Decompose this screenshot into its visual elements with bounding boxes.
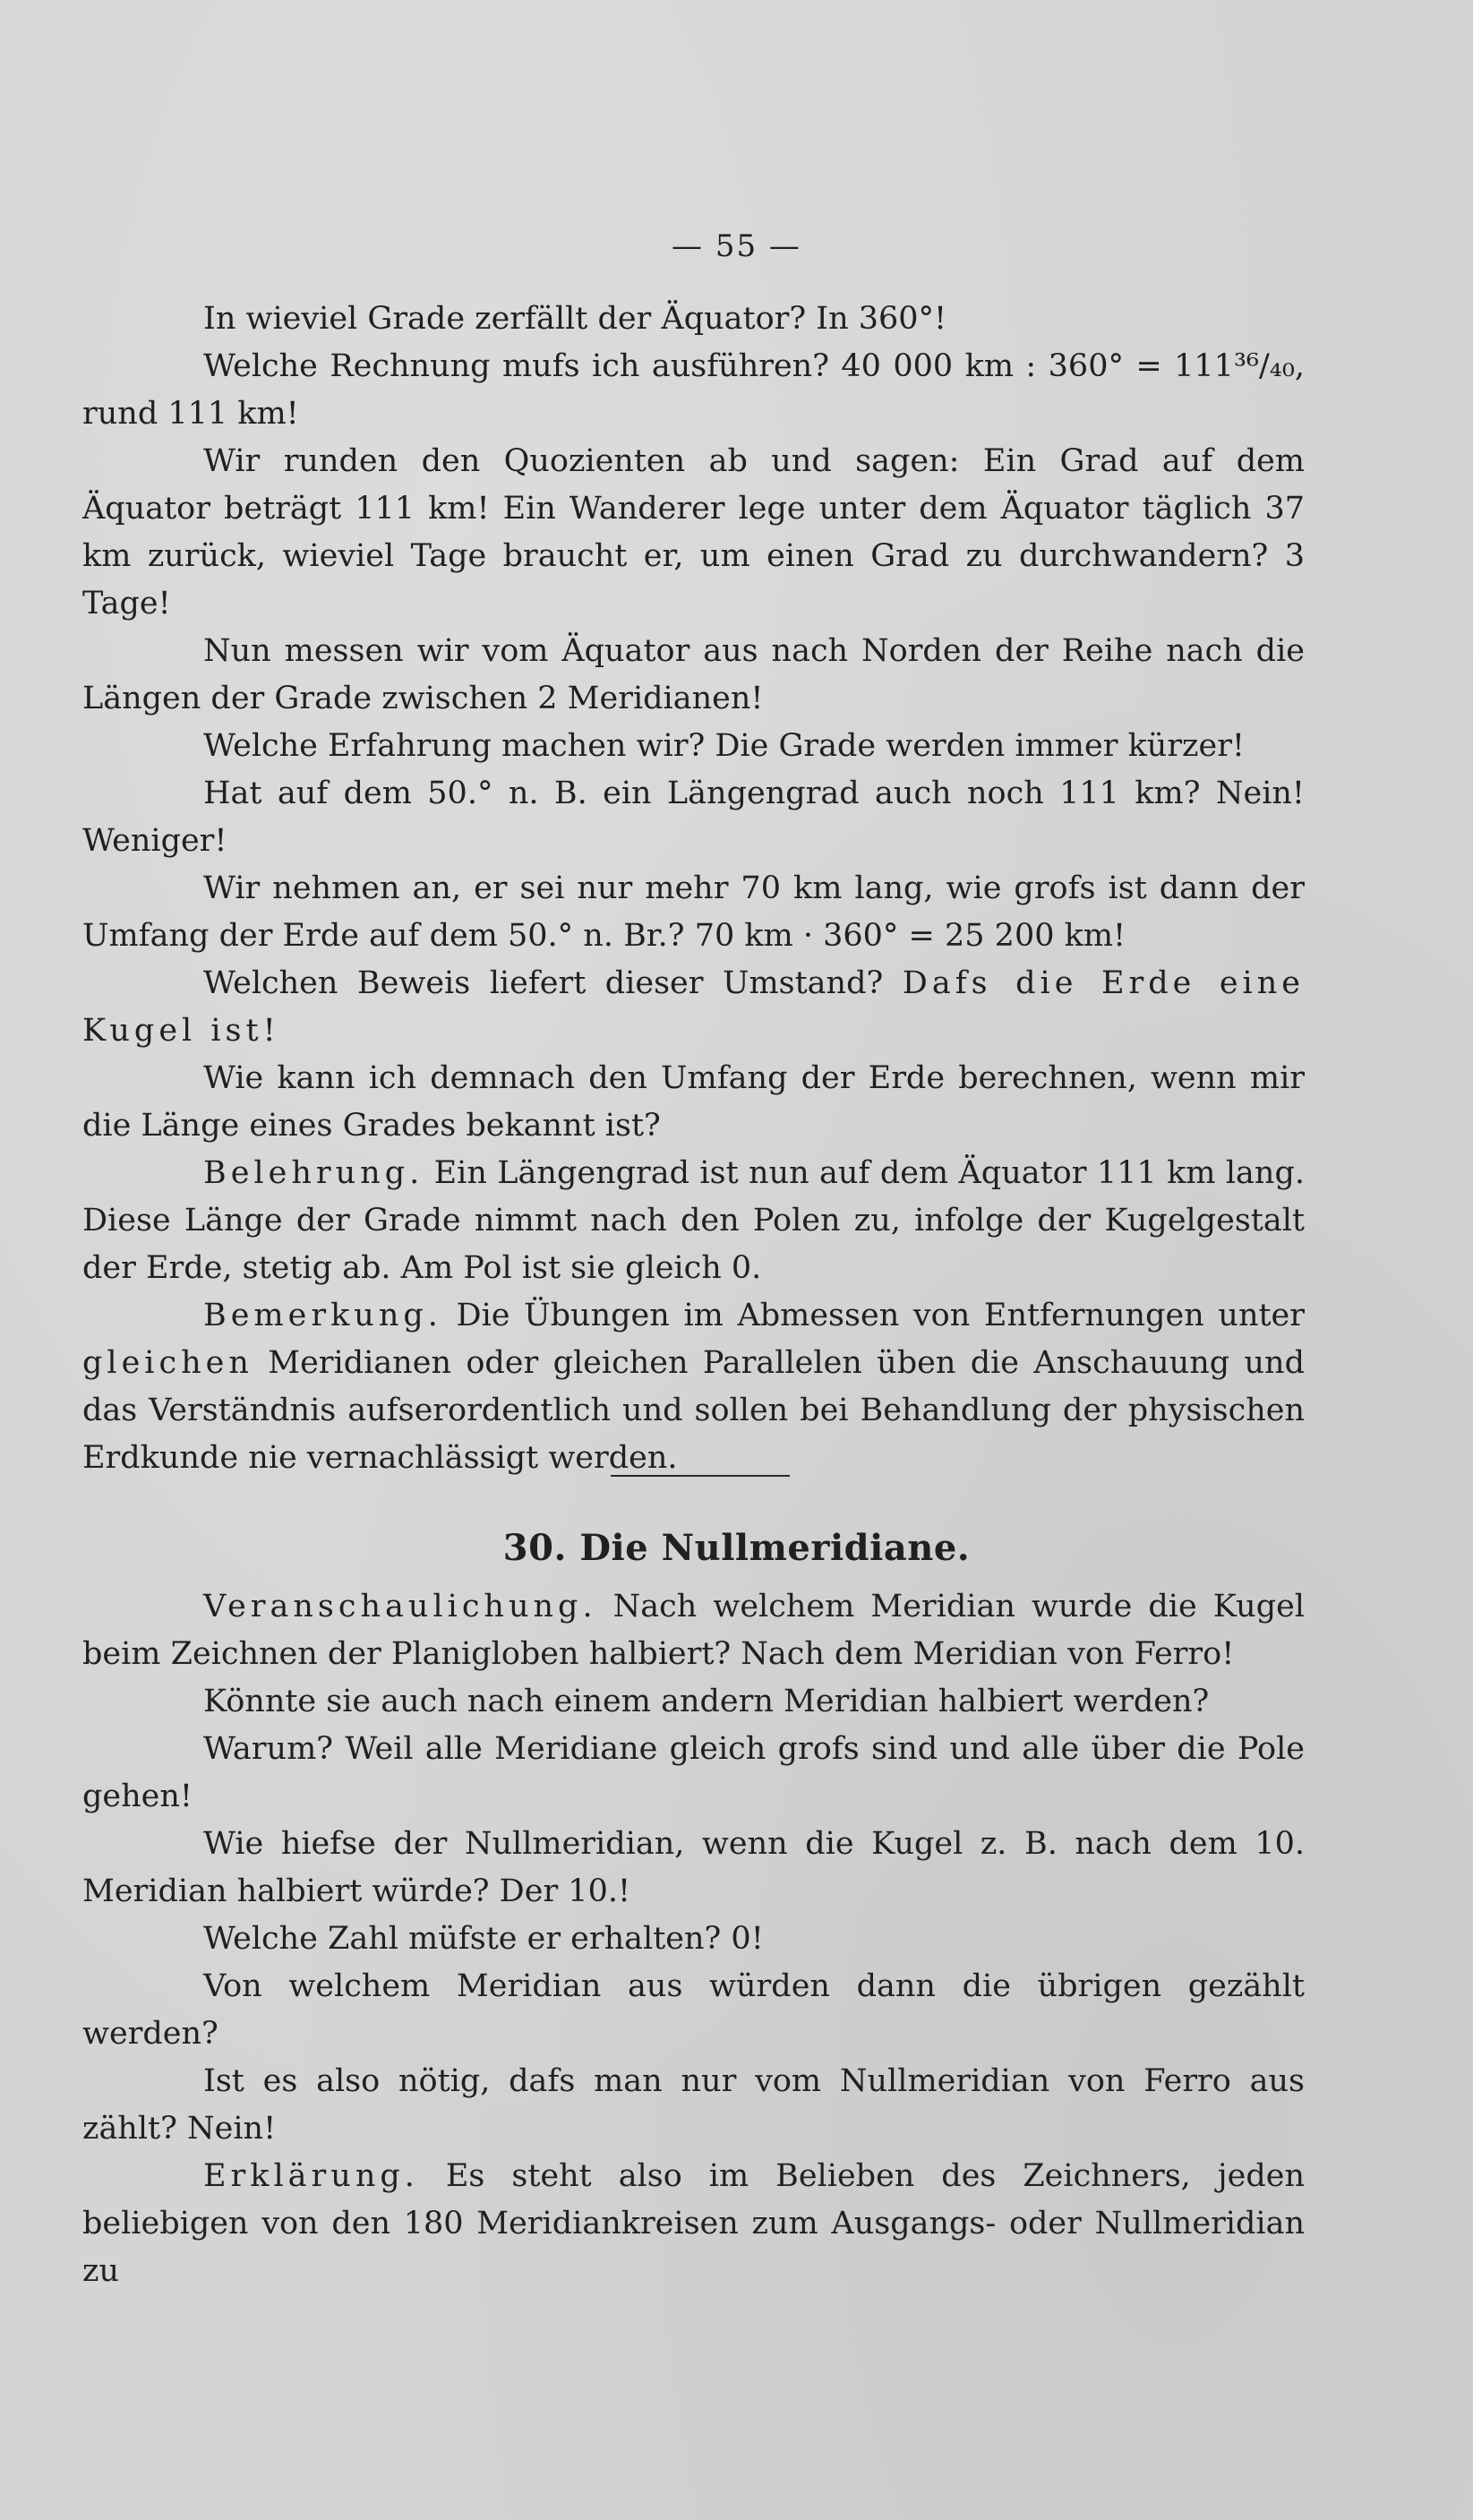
section-2-body (82, 1583, 1305, 2295)
paragraph (82, 1963, 1305, 2058)
spaced-emphasis-text: gleichen (82, 1345, 253, 1381)
paragraph (82, 2058, 1305, 2153)
paragraph-text: Wir runden den Quozienten ab und sagen: Ein Grad auf dem Äquator beträgt 111 km! Ein Wanderer lege unter dem Äquator täglich 37 km zurück, wieviel Tage braucht er, um einen Grad zu durchwandern? 3 Tage! (82, 443, 1305, 621)
paragraph (82, 2153, 1305, 2295)
paragraph-text: Nach welchem Meridian wurde die Kugel beim Zeichnen der Planigloben halbiert? Nach dem Meridian von Ferro! (82, 1589, 1305, 1672)
spaced-emphasis-text: Erklärung. (203, 2158, 419, 2194)
paragraph-text: Welchen Beweis liefert dieser Umstand? (203, 965, 903, 1001)
paragraph-text: Die Übungen im Abmessen von Entfernungen unter (441, 1298, 1305, 1333)
spaced-emphasis-text: Bemerkung. (203, 1298, 442, 1333)
paragraph-text: Welche Erfahrung machen wir? Die Grade werden immer kürzer! (203, 728, 1245, 764)
paragraph-text: Ist es also nötig, dafs man nur vom Nullmeridian von Ferro aus zählt? Nein! (82, 2063, 1305, 2147)
spaced-emphasis-text: Dafs die Erde eine Kugel ist! (82, 965, 1306, 1049)
paragraph (82, 1821, 1305, 1916)
paragraph-text: Wir nehmen an, er sei nur mehr 70 km lang, wie grofs ist dann der Umfang der Erde auf dem 50.° n. Br.? 70 km · 360° = 25 200 km! (82, 870, 1305, 954)
page-number: — 55 — (672, 228, 801, 264)
paragraph-text: Wie kann ich demnach den Umfang der Erde berechnen, wenn mir die Länge eines Grades bekannt ist? (82, 1060, 1305, 1144)
paragraph-text: Hat auf dem 50.° n. B. ein Längengrad auch noch 111 km? Nein! Weniger! (82, 776, 1305, 859)
paragraph (82, 296, 1305, 343)
section-heading: 30. Die Nullmeridiane. (502, 1527, 971, 1569)
paragraph-text: Meridianen oder gleichen Parallelen üben die Anschauung und das Verständnis aufserordentlich und sollen bei Behandlung der physischen Erdkunde nie vernachlässigt werden. (82, 1345, 1305, 1476)
spaced-emphasis-text: Belehrung. (203, 1155, 424, 1191)
paragraph (82, 628, 1305, 723)
paragraph (82, 1726, 1305, 1821)
paragraph (82, 1583, 1305, 1678)
paragraph (82, 343, 1305, 438)
paragraph-text: Von welchem Meridian aus würden dann die übrigen gezählt werden? (82, 1968, 1305, 2052)
section-divider (611, 1475, 790, 1477)
paragraph-text: Könnte sie auch nach einem andern Meridian halbiert werden? (203, 1684, 1210, 1719)
paragraph (82, 723, 1305, 770)
paragraph (82, 960, 1305, 1055)
paragraph (82, 1292, 1305, 1482)
paragraph (82, 770, 1305, 865)
paragraph-text: Welche Rechnung mufs ich ausführen? 40 000 km : 360° = 111³⁶/₄₀, rund 111 km! (82, 348, 1305, 432)
spaced-emphasis-text: Veranschaulichung. (203, 1589, 597, 1624)
paragraph-text: Ein Längengrad ist nun auf dem Äquator 111 km lang. Diese Länge der Grade nimmt nach den Polen zu, infolge der Kugelgestalt der Erde, stetig ab. Am Pol ist sie gleich 0. (82, 1155, 1305, 1286)
paragraph (82, 1055, 1305, 1150)
section-1-body (82, 296, 1305, 1482)
paragraph-text: In wieviel Grade zerfällt der Äquator? In 360°! (203, 301, 947, 337)
paragraph-text: Welche Zahl müfste er erhalten? 0! (203, 1921, 764, 1957)
paragraph-text: Warum? Weil alle Meridiane gleich grofs sind und alle über die Pole gehen! (82, 1731, 1305, 1814)
paragraph (82, 1678, 1305, 1726)
paragraph-text: Nun messen wir vom Äquator aus nach Norden der Reihe nach die Längen der Grade zwischen 2 Meridianen! (82, 633, 1305, 716)
paragraph (82, 865, 1305, 960)
paragraph-text: Wie hiefse der Nullmeridian, wenn die Kugel z. B. nach dem 10. Meridian halbiert würde? Der 10.! (82, 1826, 1305, 1909)
paragraph (82, 438, 1305, 628)
paragraph (82, 1916, 1305, 1963)
paragraph-text: Es steht also im Belieben des Zeichners, jeden beliebigen von den 180 Meridiankreisen zum Ausgangs- oder Nullmeridian zu (82, 2158, 1305, 2289)
paragraph (82, 1150, 1305, 1292)
